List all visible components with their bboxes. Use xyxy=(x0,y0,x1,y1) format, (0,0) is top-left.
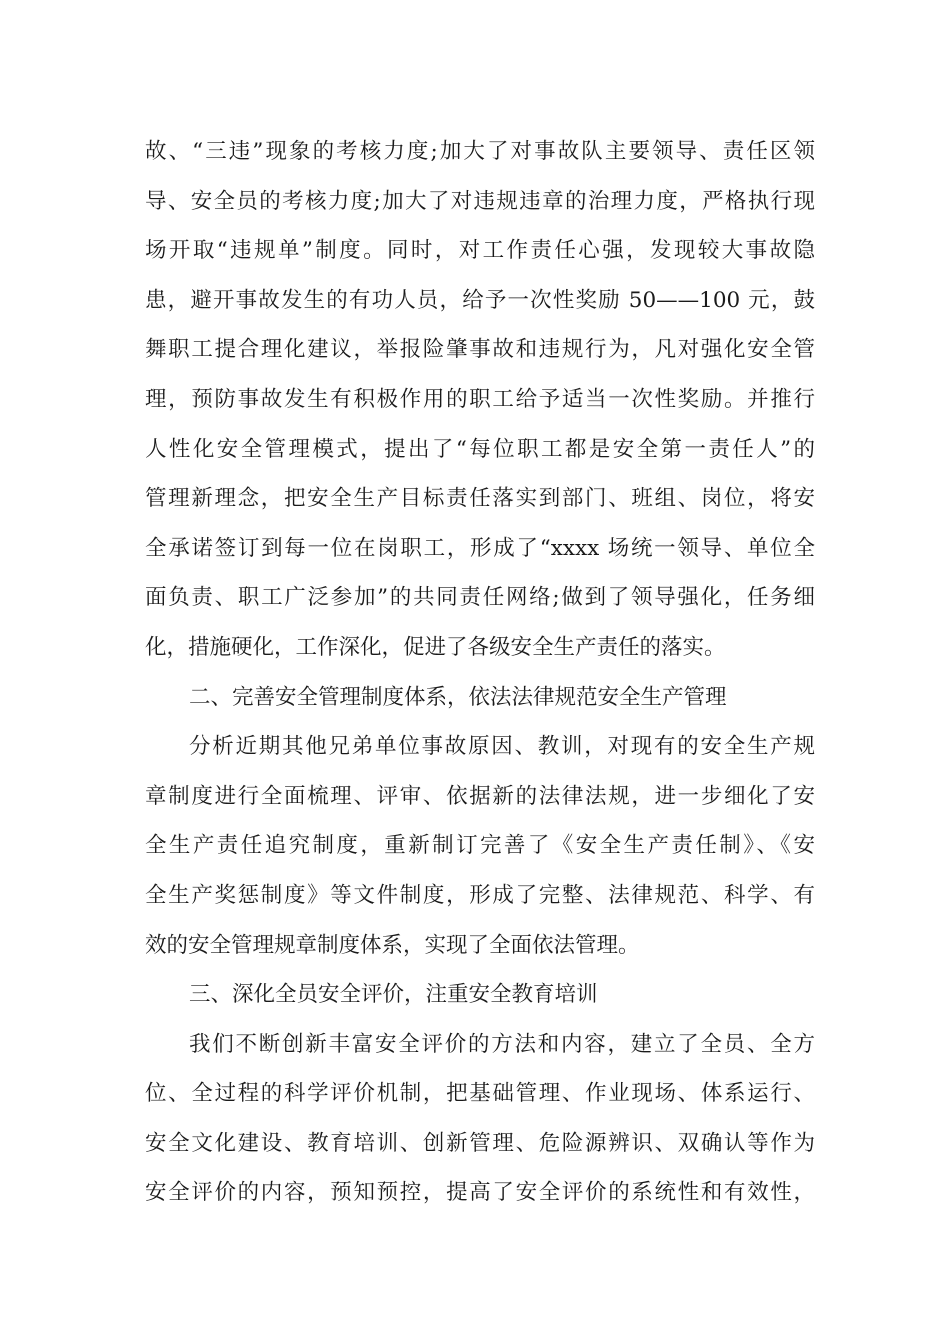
text-line: 安全文化建设、教育培训、创新管理、危险源辨识、双确认等作为 xyxy=(145,1130,815,1156)
text-line: 化，措施硬化，工作深化，促进了各级安全生产责任的落实。 xyxy=(145,634,726,660)
text-line: 全承诺签订到每一位在岗职工，形成了“xxxx 场统一领导、单位全 xyxy=(145,535,815,561)
text-line: 效的安全管理规章制度体系，实现了全面依法管理。 xyxy=(145,932,640,958)
text-line: 分析近期其他兄弟单位事故原因、教训，对现有的安全生产规 xyxy=(189,734,815,760)
text-line: 舞职工提合理化建议，举报险肇事故和违规行为，凡对强化安全管 xyxy=(145,337,815,363)
text-line: 全生产责任追究制度，重新制订完善了《安全生产责任制》、《安 xyxy=(145,833,815,859)
text-line: 导、安全员的考核力度;加大了对违规违章的治理力度，严格执行现 xyxy=(145,188,815,214)
text-line: 全生产奖惩制度》等文件制度，形成了完整、法律规范、科学、有 xyxy=(145,882,815,908)
text-line: 安全评价的内容，预知预控，提高了安全评价的系统性和有效性， xyxy=(145,1180,815,1206)
text-line: 二、完善安全管理制度体系，依法法律规范安全生产管理 xyxy=(189,684,727,710)
text-line: 管理新理念，把安全生产目标责任落实到部门、班组、岗位，将安 xyxy=(145,486,815,512)
text-line: 人性化安全管理模式，提出了“每位职工都是安全第一责任人”的 xyxy=(145,436,815,462)
document-body xyxy=(145,127,950,1218)
text-line: 场开取“违规单”制度。同时，对工作责任心强，发现较大事故隐 xyxy=(145,238,815,264)
text-line: 三、深化全员安全评价，注重安全教育培训 xyxy=(189,982,598,1008)
text-line: 患，避开事故发生的有功人员，给予一次性奖励 50——100 元，鼓 xyxy=(145,287,815,313)
text-line: 故、“三违”现象的考核力度;加大了对事故队主要领导、责任区领 xyxy=(145,139,815,164)
text-line: 面负责、职工广泛参加”的共同责任网络;做到了领导强化，任务细 xyxy=(145,585,815,611)
text-line: 理，预防事故发生有积极作用的职工给予适当一次性奖励。并推行 xyxy=(145,386,815,412)
text-line: 我们不断创新丰富安全评价的方法和内容，建立了全员、全方 xyxy=(189,1031,815,1057)
text-line: 位、全过程的科学评价机制，把基础管理、作业现场、体系运行、 xyxy=(145,1081,815,1107)
text-line: 章制度进行全面梳理、评审、依据新的法律法规，进一步细化了安 xyxy=(145,783,815,809)
